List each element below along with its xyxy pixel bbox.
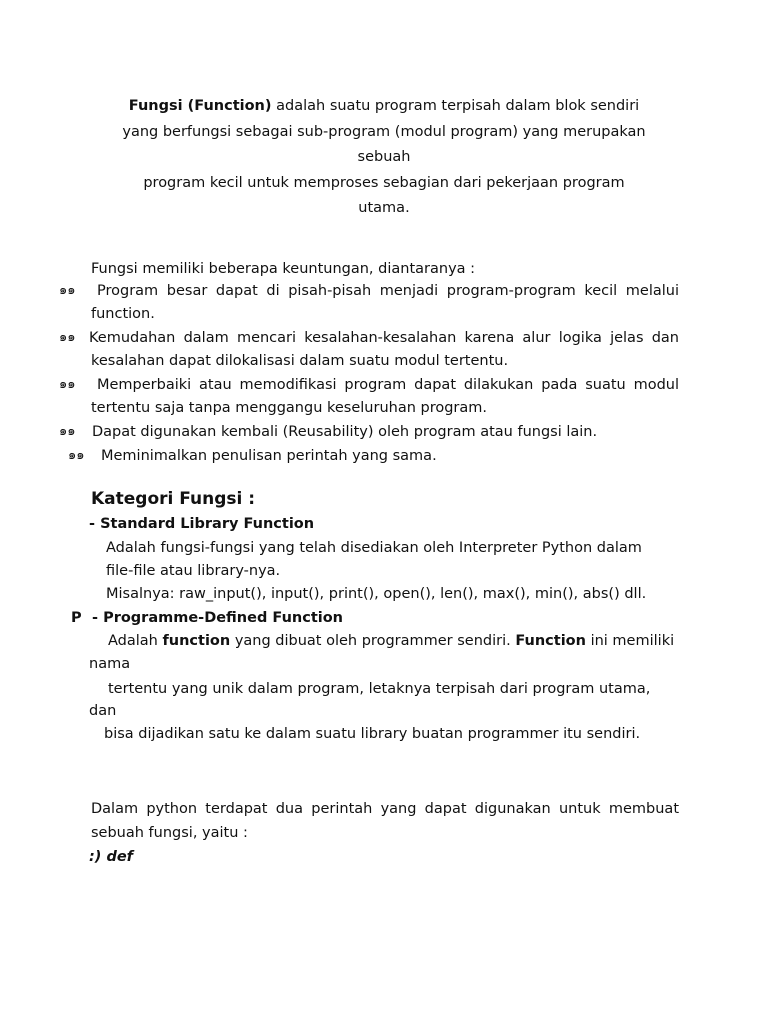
python-line-1: Dalam python terdapat dua perintah yang dapat digunakan untuk membuat: [91, 801, 679, 817]
advantage-item-1-line-1: Program besar dapat di pisah-pisah menjadi program-program kecil melalui: [97, 283, 679, 299]
advantage-item-4-line-1: Dapat digunakan kembali (Reusability) oleh program atau fungsi lain.: [92, 424, 598, 440]
advantage-item-2-line-1: Kemudahan dalam mencari kesalahan-kesalahan karena alur logika jelas dan: [89, 330, 679, 346]
advantage-item-2-line-2: kesalahan dapat dilokalisasi dalam suatu modul tertentu.: [91, 353, 509, 369]
intro-line-4: program kecil untuk memproses sebagian dari pekerjaan program: [143, 175, 625, 191]
standard-library-line-1: Adalah fungsi-fungsi yang telah disediakan oleh Interpreter Python dalam: [106, 540, 642, 556]
programmer-defined-line-4: dan: [89, 703, 117, 719]
programmer-defined-line-3: tertentu yang unik dalam program, letaknya terpisah dari program utama,: [108, 681, 651, 697]
intro-line-2: yang berfungsi sebagai sub-program (modul program) yang merupakan: [122, 124, 646, 140]
bullet-icon: ๑๑: [68, 448, 85, 463]
bullet-icon: ๑๑: [59, 424, 76, 439]
advantage-item-1-line-2: function.: [91, 306, 155, 322]
advantage-item-3-line-2: tertentu saja tanpa menggangu keseluruhan program.: [91, 400, 488, 416]
advantage-item-3-line-1: Memperbaiki atau memodifikasi program dapat dilakukan pada suatu modul: [97, 377, 679, 393]
standard-library-line-3: Misalnya: raw_input(), input(), print(), open(), len(), max(), min(), abs() dll.: [106, 586, 647, 602]
advantages-heading: Fungsi memiliki beberapa keuntungan, diantaranya :: [91, 261, 476, 277]
python-line-2: sebuah fungsi, yaitu :: [91, 825, 248, 841]
programmer-line-1-e: ini memiliki: [585, 633, 675, 649]
programmer-defined-title: - Programme-Defined Function: [92, 610, 344, 626]
programmer-marker: P: [71, 610, 82, 626]
bullet-icon: ๑๑: [59, 330, 76, 345]
categories-heading: Kategori Fungsi :: [91, 489, 256, 509]
intro-line-5: utama.: [358, 200, 410, 216]
programmer-line-1-c: yang dibuat oleh programmer sendiri.: [230, 633, 516, 649]
programmer-defined-line-2: nama: [89, 656, 131, 672]
standard-library-title: - Standard Library Function: [89, 516, 315, 532]
programmer-line-1-function: function: [162, 633, 231, 649]
programmer-line-1-function-2: Function: [515, 633, 586, 649]
intro-line-3: sebuah: [357, 149, 411, 165]
bullet-icon: ๑๑: [59, 377, 76, 392]
programmer-defined-line-1: [108, 632, 674, 650]
standard-library-line-2: file-file atau library-nya.: [106, 563, 281, 579]
intro-term: Fungsi (Function): [128, 98, 272, 114]
advantage-item-5-line-1: Meminimalkan penulisan perintah yang sama.: [101, 448, 437, 464]
programmer-line-1-a: Adalah: [108, 633, 163, 649]
intro-line-1: [0, 97, 768, 115]
bullet-icon: ๑๑: [59, 283, 76, 298]
python-def-line: :) def: [89, 849, 133, 865]
programmer-defined-line-5: bisa dijadikan satu ke dalam suatu library buatan programmer itu sendiri.: [104, 726, 641, 742]
intro-line-1-rest: adalah suatu program terpisah dalam blok sendiri: [271, 98, 640, 114]
